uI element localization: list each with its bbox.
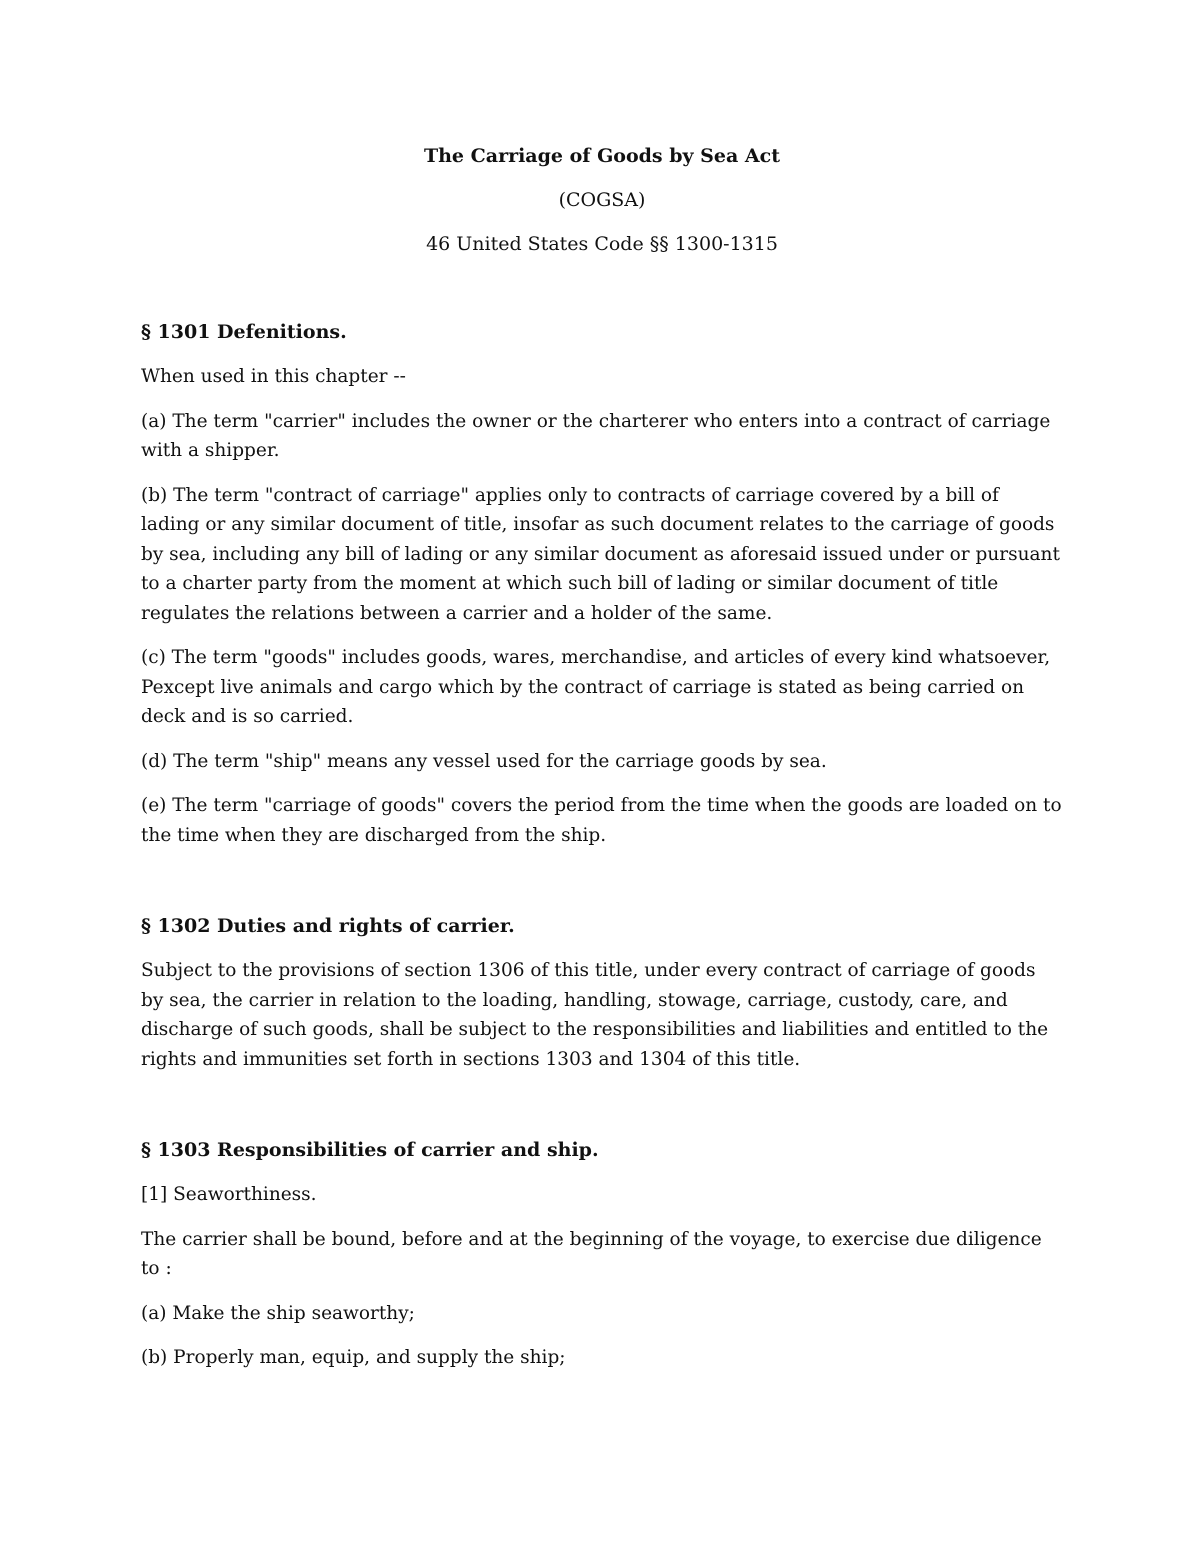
document-subtitle: (COGSA) [558, 189, 646, 211]
paragraph: (a) The term "carrier" includes the owner or the charterer who enters into a contract of carriage with a shipper. [141, 410, 1051, 461]
section-heading: § 1303 Responsibilities of carrier and ship. [141, 1139, 599, 1161]
paragraph: (d) The term "ship" means any vessel used for the carriage goods by sea. [141, 750, 827, 772]
section-heading: § 1301 Defenitions. [141, 321, 347, 343]
paragraph: (e) The term "carriage of goods" covers the period from the time when the goods are loaded on to the time when they are discharged from the ship. [141, 795, 1062, 846]
paragraph: (b) The term "contract of carriage" applies only to contracts of carriage covered by a bill of lading or any similar document of title, insofar as such document relates to the carriage of goods by sea, including any bill of lading or any similar document as aforesaid issued under or pursuant to a charter party from the moment at which such bill of lading or similar document of title regulates the relations between a carrier and a holder of the same. [141, 484, 1060, 624]
document-header [141, 143, 1063, 257]
paragraph: When used in this chapter -- [141, 366, 406, 387]
section-1301 [141, 319, 1063, 850]
paragraph: [1] Seaworthiness. [141, 1184, 317, 1205]
section-1302 [141, 913, 1063, 1074]
paragraph: (b) Properly man, equip, and supply the ship; [141, 1347, 566, 1368]
paragraph: Subject to the provisions of section 1306 of this title, under every contract of carriage of goods by sea, the carrier in relation to the loading, handling, stowage, carriage, custody, care, and discharge of such goods, shall be subject to the responsibilities and liabilities and entitled to the rights and immunities set forth in sections 1303 and 1304 of this title. [141, 960, 1049, 1070]
section-1303 [141, 1137, 1063, 1373]
paragraph: (c) The term "goods" includes goods, wares, merchandise, and articles of every kind whatsoever, Pexcept live animals and cargo which by the contract of carriage is stated as being carried on deck and is so carried. [141, 647, 1051, 727]
section-heading: § 1302 Duties and rights of carrier. [141, 915, 515, 937]
document-title: The Carriage of Goods by Sea Act [423, 145, 781, 167]
paragraph: The carrier shall be bound, before and at the beginning of the voyage, to exercise due diligence to : [141, 1228, 1042, 1279]
code-reference: 46 United States Code §§ 1300-1315 [426, 233, 778, 255]
paragraph: (a) Make the ship seaworthy; [141, 1302, 415, 1324]
document-body [141, 143, 1063, 1373]
